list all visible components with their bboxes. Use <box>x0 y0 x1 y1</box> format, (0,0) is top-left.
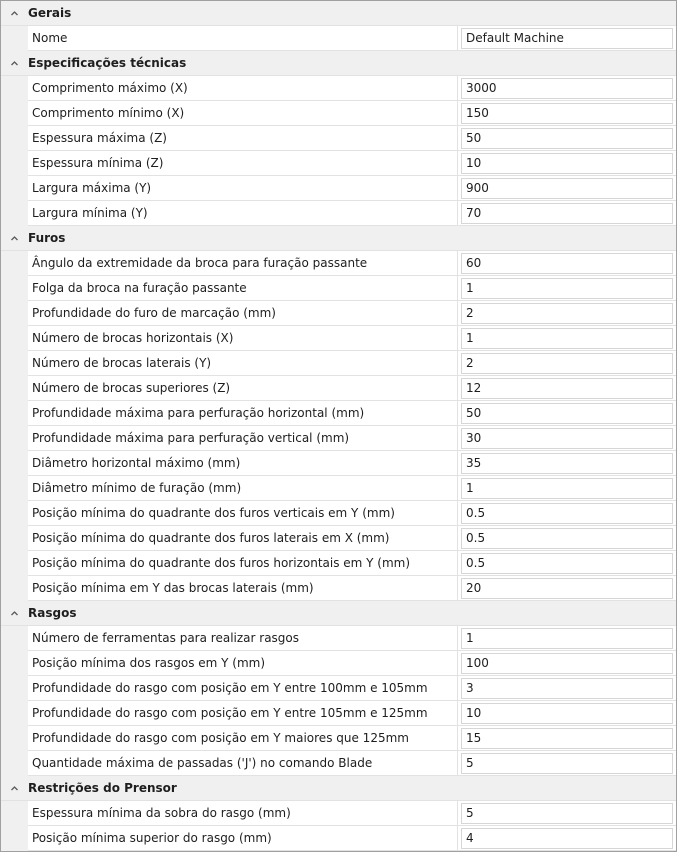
property-row <box>1 276 676 301</box>
property-value-cell <box>458 576 676 601</box>
property-name: Posição mínima do quadrante dos furos horizontais em Y (mm) <box>28 551 458 576</box>
property-value-cell <box>458 401 676 426</box>
property-row <box>1 101 676 126</box>
property-value-field[interactable]: 900 <box>461 178 673 199</box>
property-name: Largura mínima (Y) <box>28 201 458 226</box>
row-gutter <box>1 26 28 51</box>
row-gutter <box>1 426 28 451</box>
property-name: Número de ferramentas para realizar rasgos <box>28 626 458 651</box>
property-value-cell <box>458 451 676 476</box>
property-value-field[interactable]: 2 <box>461 353 673 374</box>
category-label: Rasgos <box>28 606 77 620</box>
category-rasgos <box>1 601 676 776</box>
property-row <box>1 626 676 651</box>
property-value-field[interactable]: 0.5 <box>461 528 673 549</box>
category-gerais <box>1 1 676 51</box>
property-value-cell <box>458 426 676 451</box>
row-gutter <box>1 401 28 426</box>
property-name: Diâmetro horizontal máximo (mm) <box>28 451 458 476</box>
property-value-field[interactable]: 3 <box>461 678 673 699</box>
property-value-field[interactable]: 0.5 <box>461 553 673 574</box>
property-row <box>1 801 676 826</box>
category-header[interactable] <box>1 226 676 251</box>
property-value-field[interactable]: 35 <box>461 453 673 474</box>
property-value-cell <box>458 151 676 176</box>
property-value-field[interactable]: 3000 <box>461 78 673 99</box>
row-gutter <box>1 801 28 826</box>
row-gutter <box>1 826 28 851</box>
property-row <box>1 526 676 551</box>
chevron-up-icon[interactable] <box>1 601 28 626</box>
row-gutter <box>1 201 28 226</box>
property-name: Largura máxima (Y) <box>28 176 458 201</box>
property-row <box>1 476 676 501</box>
property-name: Profundidade do rasgo com posição em Y entre 100mm e 105mm <box>28 676 458 701</box>
property-value-cell <box>458 301 676 326</box>
property-value-field[interactable]: 0.5 <box>461 503 673 524</box>
property-value-field[interactable]: 4 <box>461 828 673 849</box>
property-row <box>1 251 676 276</box>
property-value-cell <box>458 701 676 726</box>
property-row <box>1 426 676 451</box>
property-value-field[interactable]: 5 <box>461 803 673 824</box>
property-row <box>1 501 676 526</box>
row-gutter <box>1 276 28 301</box>
category-header[interactable] <box>1 601 676 626</box>
property-name: Profundidade máxima para perfuração horizontal (mm) <box>28 401 458 426</box>
property-value-cell <box>458 801 676 826</box>
property-row <box>1 376 676 401</box>
property-name: Folga da broca na furação passante <box>28 276 458 301</box>
chevron-up-icon[interactable] <box>1 51 28 76</box>
property-row <box>1 676 676 701</box>
property-name: Posição mínima dos rasgos em Y (mm) <box>28 651 458 676</box>
property-row <box>1 651 676 676</box>
row-gutter <box>1 576 28 601</box>
category-restricoes-do-prensor <box>1 776 676 851</box>
row-gutter <box>1 551 28 576</box>
property-row <box>1 176 676 201</box>
property-row <box>1 751 676 776</box>
property-row <box>1 576 676 601</box>
property-value-cell <box>458 526 676 551</box>
property-row <box>1 551 676 576</box>
row-gutter <box>1 101 28 126</box>
property-row <box>1 76 676 101</box>
property-value-field[interactable]: 10 <box>461 703 673 724</box>
property-name: Nome <box>28 26 458 51</box>
property-value-cell <box>458 826 676 851</box>
property-value-field[interactable]: 150 <box>461 103 673 124</box>
row-gutter <box>1 326 28 351</box>
property-value-field[interactable]: 1 <box>461 278 673 299</box>
property-name: Comprimento máximo (X) <box>28 76 458 101</box>
property-name: Profundidade do rasgo com posição em Y maiores que 125mm <box>28 726 458 751</box>
property-value-field[interactable]: 30 <box>461 428 673 449</box>
row-gutter <box>1 76 28 101</box>
property-value-field[interactable]: 10 <box>461 153 673 174</box>
property-value-cell <box>458 751 676 776</box>
property-value-cell <box>458 651 676 676</box>
property-row <box>1 401 676 426</box>
property-value-field[interactable]: 2 <box>461 303 673 324</box>
property-value-cell <box>458 726 676 751</box>
property-value-field[interactable]: 100 <box>461 653 673 674</box>
property-name: Espessura máxima (Z) <box>28 126 458 151</box>
property-row <box>1 151 676 176</box>
row-gutter <box>1 251 28 276</box>
property-name: Espessura mínima (Z) <box>28 151 458 176</box>
row-gutter <box>1 476 28 501</box>
property-value-cell <box>458 126 676 151</box>
property-value-cell <box>458 276 676 301</box>
row-gutter <box>1 151 28 176</box>
property-name: Profundidade máxima para perfuração vertical (mm) <box>28 426 458 451</box>
property-name: Quantidade máxima de passadas ('J') no comando Blade <box>28 751 458 776</box>
row-gutter <box>1 751 28 776</box>
property-row <box>1 826 676 851</box>
row-gutter <box>1 351 28 376</box>
chevron-up-icon[interactable] <box>1 776 28 801</box>
property-value-cell <box>458 251 676 276</box>
category-label: Especificações técnicas <box>28 56 187 70</box>
row-gutter <box>1 701 28 726</box>
property-name: Espessura mínima da sobra do rasgo (mm) <box>28 801 458 826</box>
property-value-cell <box>458 201 676 226</box>
property-value-field[interactable]: 50 <box>461 403 673 424</box>
row-gutter <box>1 376 28 401</box>
category-especificacoes-tecnicas <box>1 51 676 226</box>
property-value-cell <box>458 26 676 51</box>
property-value-field[interactable]: 15 <box>461 728 673 749</box>
category-header[interactable] <box>1 776 676 801</box>
property-name: Profundidade do rasgo com posição em Y entre 105mm e 125mm <box>28 701 458 726</box>
row-gutter <box>1 676 28 701</box>
chevron-up-icon[interactable] <box>1 226 28 251</box>
property-row <box>1 451 676 476</box>
row-gutter <box>1 651 28 676</box>
property-name: Número de brocas laterais (Y) <box>28 351 458 376</box>
property-value-cell <box>458 551 676 576</box>
property-name: Número de brocas superiores (Z) <box>28 376 458 401</box>
property-value-field[interactable]: 70 <box>461 203 673 224</box>
property-value-field[interactable]: 20 <box>461 578 673 599</box>
property-name: Diâmetro mínimo de furação (mm) <box>28 476 458 501</box>
row-gutter <box>1 301 28 326</box>
property-row <box>1 301 676 326</box>
category-label: Restrições do Prensor <box>28 781 177 795</box>
property-name: Ângulo da extremidade da broca para furação passante <box>28 251 458 276</box>
property-value-cell <box>458 76 676 101</box>
property-value-field[interactable]: 5 <box>461 753 673 774</box>
property-name: Posição mínima superior do rasgo (mm) <box>28 826 458 851</box>
row-gutter <box>1 126 28 151</box>
property-name: Posição mínima em Y das brocas laterais (mm) <box>28 576 458 601</box>
property-row <box>1 326 676 351</box>
property-value-field[interactable]: 50 <box>461 128 673 149</box>
property-row <box>1 701 676 726</box>
property-value-cell <box>458 101 676 126</box>
property-value-field[interactable]: 1 <box>461 628 673 649</box>
property-value-field[interactable]: Default Machine <box>461 28 673 49</box>
property-value-field[interactable]: 1 <box>461 328 673 349</box>
category-furos <box>1 226 676 601</box>
property-name: Profundidade do furo de marcação (mm) <box>28 301 458 326</box>
row-gutter <box>1 526 28 551</box>
row-gutter <box>1 626 28 651</box>
property-name: Comprimento mínimo (X) <box>28 101 458 126</box>
category-header[interactable] <box>1 51 676 76</box>
property-row <box>1 126 676 151</box>
property-value-cell <box>458 476 676 501</box>
property-row <box>1 351 676 376</box>
property-value-field[interactable]: 12 <box>461 378 673 399</box>
row-gutter <box>1 726 28 751</box>
property-row <box>1 201 676 226</box>
property-value-cell <box>458 501 676 526</box>
row-gutter <box>1 451 28 476</box>
property-row <box>1 26 676 51</box>
row-gutter <box>1 501 28 526</box>
property-name: Número de brocas horizontais (X) <box>28 326 458 351</box>
property-value-cell <box>458 351 676 376</box>
category-header[interactable] <box>1 1 676 26</box>
property-value-cell <box>458 626 676 651</box>
property-value-field[interactable]: 60 <box>461 253 673 274</box>
category-label: Gerais <box>28 6 72 20</box>
property-value-field[interactable]: 1 <box>461 478 673 499</box>
category-label: Furos <box>28 231 66 245</box>
chevron-up-icon[interactable] <box>1 1 28 26</box>
property-value-cell <box>458 326 676 351</box>
property-row <box>1 726 676 751</box>
property-name: Posição mínima do quadrante dos furos laterais em X (mm) <box>28 526 458 551</box>
property-value-cell <box>458 376 676 401</box>
property-name: Posição mínima do quadrante dos furos verticais em Y (mm) <box>28 501 458 526</box>
property-value-cell <box>458 676 676 701</box>
row-gutter <box>1 176 28 201</box>
property-value-cell <box>458 176 676 201</box>
